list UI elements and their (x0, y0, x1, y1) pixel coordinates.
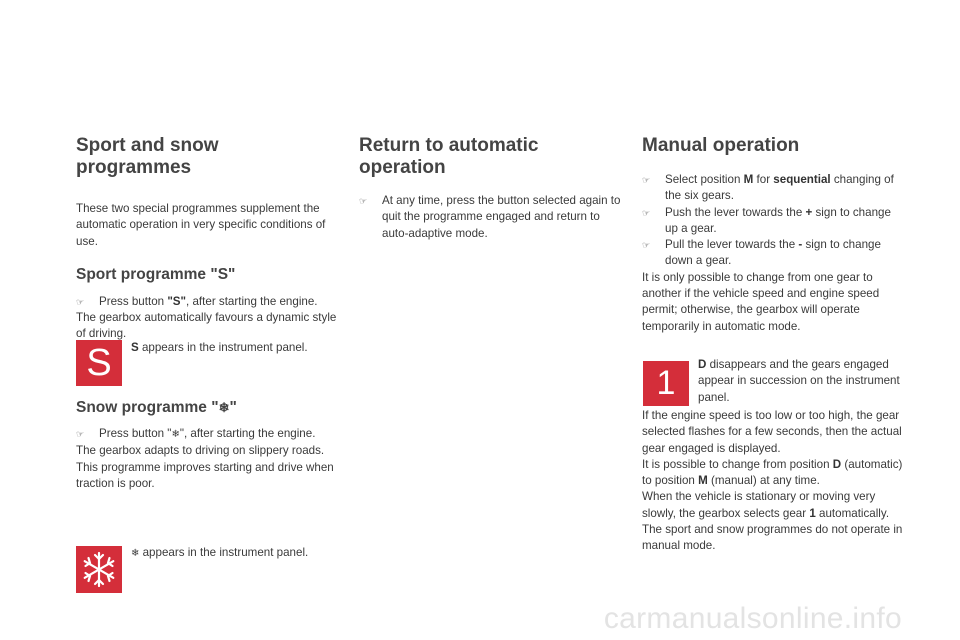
manual-bullet-3: ☞ Pull the lever towards the - sign to change down a gear. (642, 237, 904, 270)
pointing-hand-icon (642, 237, 650, 253)
column-sport-snow (76, 135, 338, 343)
snowflake-icon: ❄ (218, 400, 230, 415)
snow-heading: Snow programme "❄" (76, 399, 237, 416)
pointing-hand-icon (642, 172, 650, 188)
column-return-automatic (359, 135, 621, 242)
gear-1-icon: 1 (643, 361, 689, 406)
return-bullet: ☞ At any time, press the button selected again to quit the programme engaged and return to auto-adaptive mode. (359, 193, 621, 242)
manual-para-4: When the vehicle is stationary or moving very slowly, the gearbox selects gear 1 automatically. (642, 490, 890, 520)
section-title-manual: Manual operation (642, 135, 800, 156)
sport-bullet: ☞ Press button "S", after starting the engine. (76, 294, 338, 310)
section-title-sport-snow: Sport and snow programmes (76, 135, 219, 178)
manual-bullet-2: ☞ Push the lever towards the + sign to change up a gear. (642, 205, 904, 238)
snowflake-icon: ❄ (131, 548, 140, 559)
snowflake-icon (76, 546, 122, 593)
sport-heading: Sport programme "S" (76, 265, 236, 283)
pointing-hand-icon (642, 205, 650, 221)
snow-bullet: ☞ Press button "❄", after starting the engine. (76, 426, 338, 443)
snow-text-2: This programme improves starting and drive when traction is poor. (76, 460, 334, 490)
watermark: carmanualsonline.info (603, 602, 902, 635)
gear-icon-caption: D disappears and the gears engaged appear in succession on the instrument panel. (698, 358, 900, 404)
intro-text: These two special programmes supplement the automatic operation in very specific conditions of use. (76, 202, 326, 248)
snow-tile-icon (76, 546, 122, 593)
manual-para-2: If the engine speed is too low or too high, the gear selected flashes for a few seconds, then the actual gear engaged is displayed. (642, 409, 902, 455)
manual-details (642, 408, 904, 555)
manual-para-5: The sport and snow programmes do not operate in manual mode. (642, 523, 903, 553)
manual-bullet-1: ☞ Select position M for sequential changing of the six gears. (642, 172, 904, 205)
manual-para-1: It is only possible to change from one gear to another if the vehicle speed and engine speed permit; otherwise, the gearbox will operate temporarily in automatic mode. (642, 270, 880, 333)
pointing-hand-icon (76, 426, 84, 442)
pointing-hand-icon (359, 193, 367, 209)
sport-s-icon: S (76, 340, 122, 386)
sport-text: The gearbox automatically favours a dynamic style of driving. (76, 311, 337, 341)
column-manual-operation (642, 135, 904, 335)
snow-text-1: The gearbox adapts to driving on slippery roads. (76, 444, 325, 458)
sport-icon-caption: S appears in the instrument panel. (131, 341, 308, 354)
pointing-hand-icon (76, 294, 84, 310)
manual-para-3: It is possible to change from position D (automatic) to position M (manual) at any time. (642, 457, 903, 488)
snow-section (76, 399, 338, 492)
snow-icon-caption: ❄ appears in the instrument panel. (131, 546, 309, 559)
snowflake-icon: ❄ (171, 429, 180, 440)
section-title-return-automatic: Return to automatic operation (359, 135, 539, 178)
